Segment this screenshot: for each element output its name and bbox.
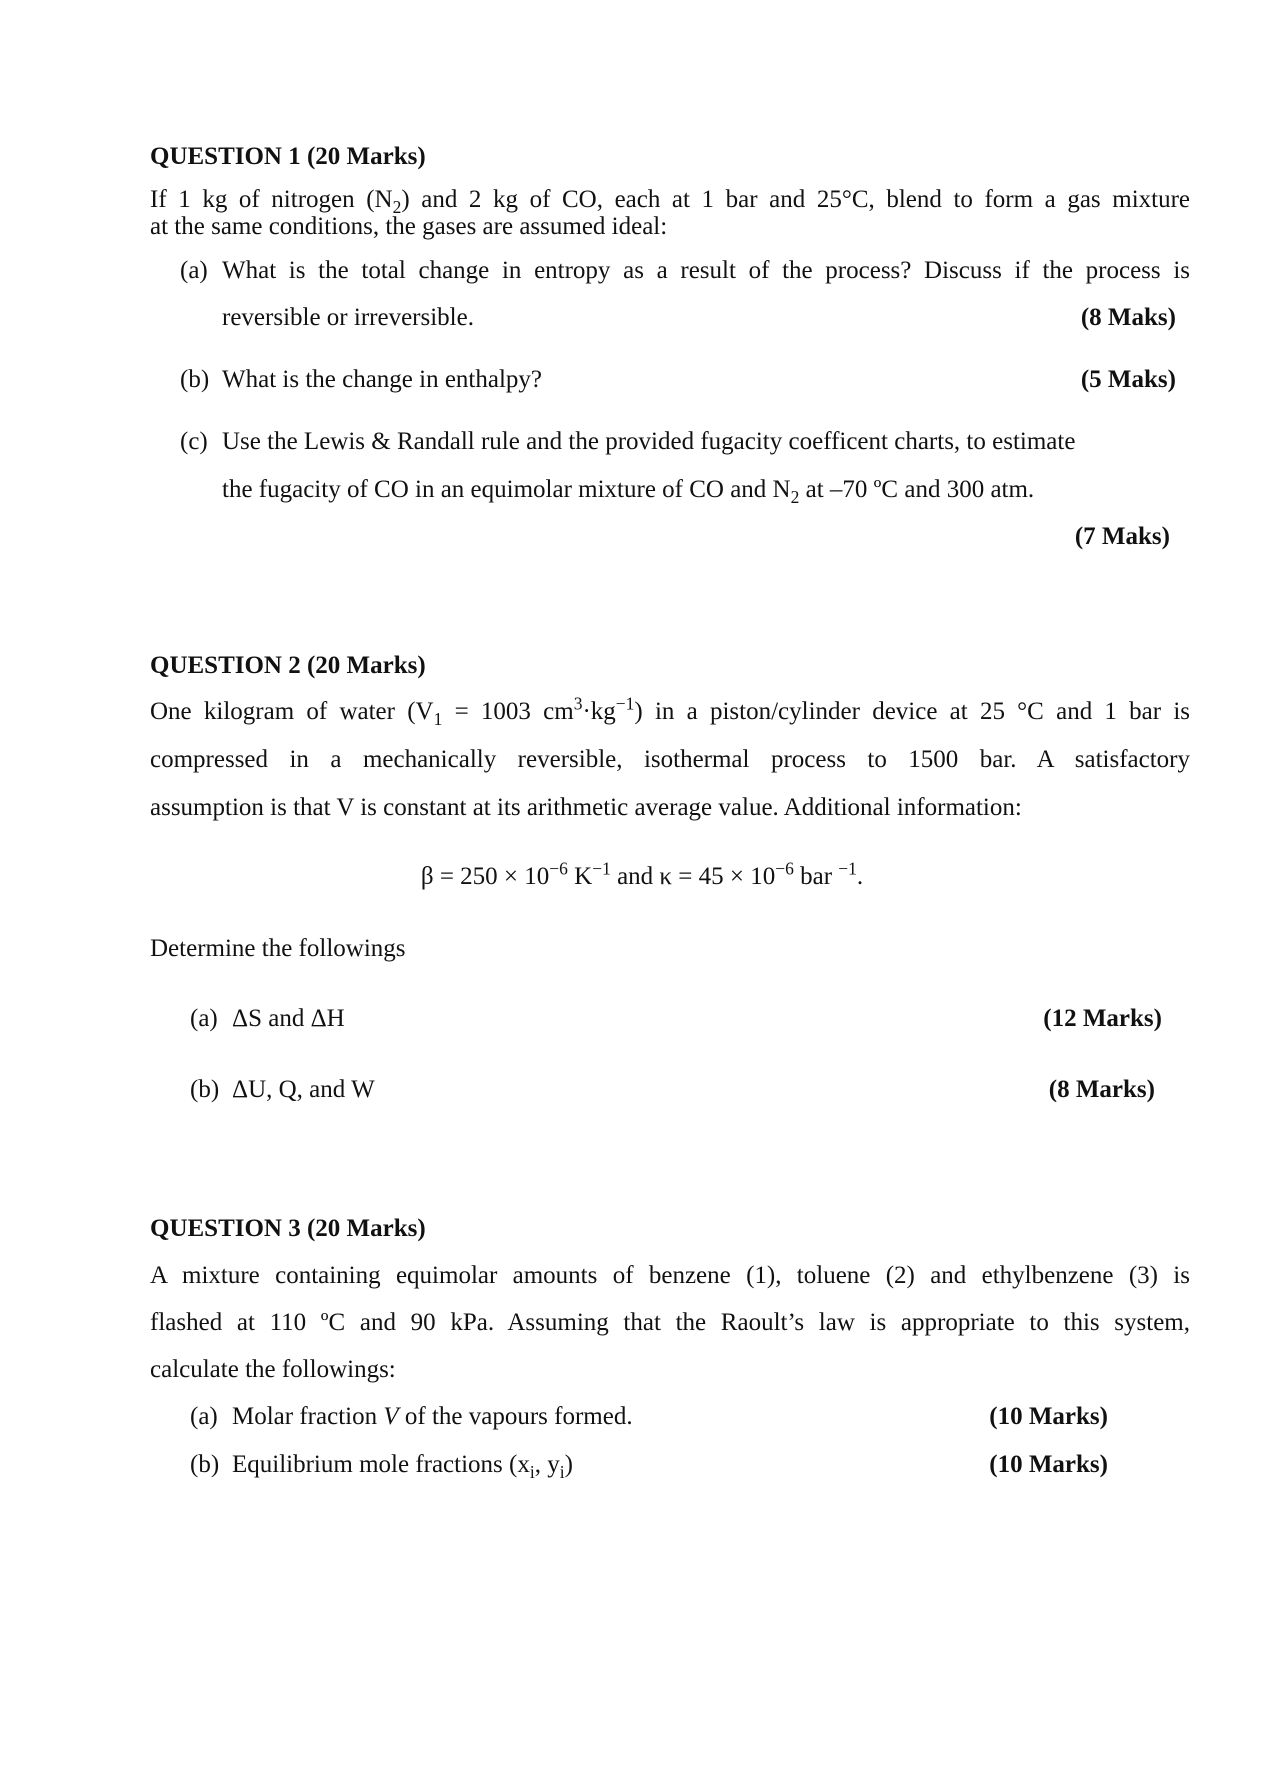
- question-2-heading: QUESTION 2 (20 Marks): [150, 652, 426, 679]
- question-2-line-1: One kilogram of water ($V_1 = 1003$ $cm^3\cdot kg^{-1}$) in a piston/cylinder device at 25 °C and 1 bar is: [150, 693, 1190, 729]
- question-2-b-text: ΔU, Q, and W: [232, 1076, 375, 1103]
- question-2-b-marks: (8 Marks): [1048, 1076, 1155, 1103]
- question-3-b-label: (b): [190, 1451, 220, 1478]
- question-1-b-label: (b): [180, 366, 210, 393]
- question-2-equation: $\beta = 250 \times 10^{-6}$ $K^{-1}$ and $\kappa = 45 \times 10^{-6}$ bar $^{-1}$.: [420, 858, 864, 890]
- question-3-line-1: A mixture containing equimolar amounts of benzene (1), toluene (2) and ethylbenzene (3) is: [150, 1262, 1190, 1289]
- question-2-b-label: (b): [190, 1076, 220, 1103]
- question-3-a-label: (a): [190, 1403, 218, 1430]
- question-1-a-label: (a): [180, 257, 208, 284]
- question-2-determine: Determine the followings: [150, 935, 406, 962]
- question-3-b-marks: (10 Marks): [989, 1451, 1108, 1478]
- question-1-c-marks: (7 Maks): [1074, 523, 1170, 550]
- question-1-b-text: What is the change in enthalpy?: [222, 366, 543, 393]
- question-2-line-2: compressed in a mechanically reversible, isothermal process to 1500 bar. A satisfactory: [150, 746, 1190, 773]
- question-3-a-text: Molar fraction V of the vapours formed.: [232, 1403, 633, 1430]
- question-2-a-text: ΔS and ΔH: [232, 1005, 345, 1032]
- question-1-c-line-2: the fugacity of CO in an equimolar mixture of CO and $N_2$ at –70 ºC and 300 atm.: [222, 476, 1035, 507]
- question-3-heading: QUESTION 3 (20 Marks): [150, 1215, 426, 1242]
- question-3-b-text: Equilibrium mole fractions ($x_i$, $y_i$): [232, 1451, 573, 1482]
- question-1-c-line-1: Use the Lewis & Randall rule and the provided fugacity coefficent charts, to estimate: [222, 428, 1076, 455]
- question-3-line-2: flashed at 110 ºC and 90 kPa. Assuming that the Raoult’s law is appropriate to this system,: [150, 1309, 1190, 1336]
- question-1-b-marks: (5 Maks): [1080, 366, 1176, 393]
- question-2-a-label: (a): [190, 1005, 218, 1032]
- question-3-a-marks: (10 Marks): [989, 1403, 1108, 1430]
- question-2-a-marks: (12 Marks): [1043, 1005, 1162, 1032]
- question-1-c-label: (c): [180, 428, 208, 455]
- question-1-a-marks: (8 Maks): [1080, 304, 1176, 331]
- question-1-intro-line-2: at the same conditions, the gases are assumed ideal:: [150, 213, 668, 240]
- question-1-a-line-2: reversible or irreversible.: [222, 304, 474, 331]
- question-1-heading: QUESTION 1 (20 Marks): [150, 143, 426, 170]
- question-1-a-line-1: What is the total change in entropy as a result of the process? Discuss if the process is: [222, 257, 1190, 284]
- question-1-intro-line-1: If 1 kg of nitrogen $(N_2)$ and 2 kg of CO, each at 1 bar and 25°C, blend to form a gas mixture: [150, 186, 1191, 217]
- question-3-line-3: calculate the followings:: [150, 1356, 396, 1383]
- question-2-line-3: assumption is that V is constant at its arithmetic average value. Additional information:: [150, 794, 1022, 821]
